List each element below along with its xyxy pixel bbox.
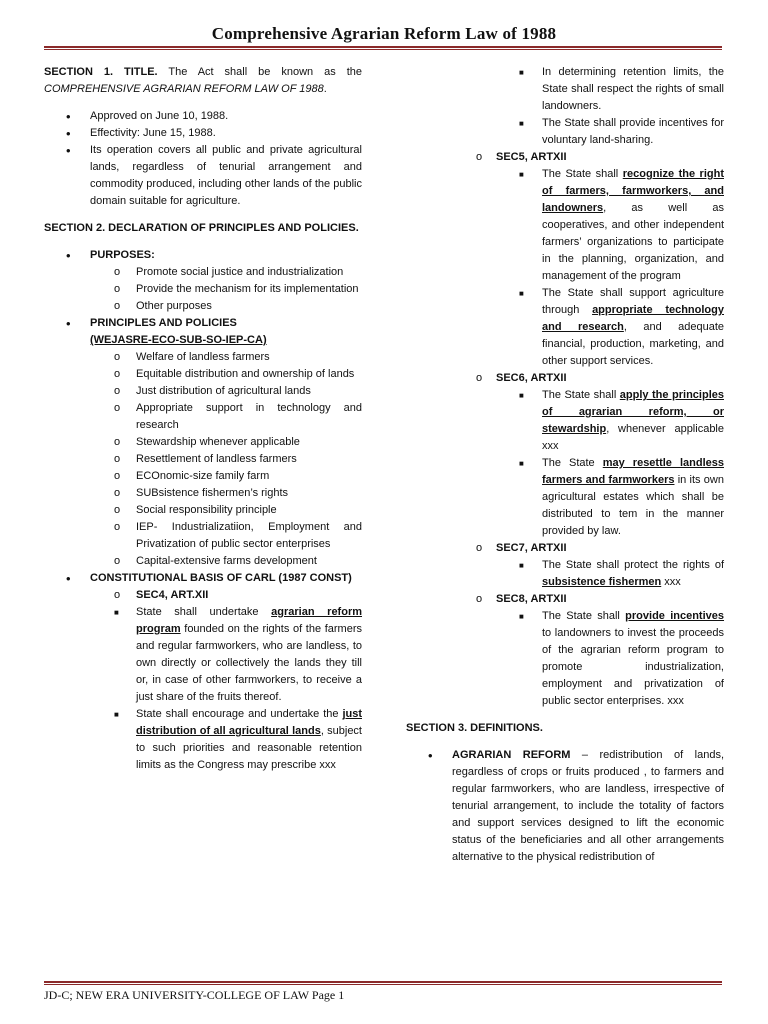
sec8-label: SEC8, ARTXII <box>496 593 567 605</box>
section-1-bullets <box>44 108 362 210</box>
list-item: ■ In determining retention limits, the State shall respect the rights of small landowners. <box>519 66 724 112</box>
principles-list <box>90 349 362 570</box>
list-text: Other purposes <box>136 300 212 312</box>
underlined-text: just distribution of all agricultural lands <box>136 708 362 737</box>
list-item: • Effectivity: June 15, 1988. <box>66 126 216 141</box>
list-text: Capital-extensive farms development <box>136 555 317 567</box>
underlined-text: appropriate technology and research <box>542 304 724 333</box>
section-1-heading: SECTION 1. TITLE. <box>44 66 158 78</box>
bullet-text: Approved on June 10, 1988. <box>90 110 229 122</box>
section-2-heading: SECTION 2. DECLARATION OF PRINCIPLES AND POLICIES. <box>44 222 359 234</box>
list-item: o Welfare of landless farmers <box>114 351 270 363</box>
list-item: • Approved on June 10, 1988. <box>66 109 229 124</box>
section-2-list <box>44 247 362 604</box>
list-item: o Capital-extensive farms development <box>114 555 317 567</box>
list-item: ■ The State shall support agriculture through appropriate technology and research, and adequate financial, production, marketing, and other support services. <box>519 287 725 367</box>
list-text: SUBsistence fishermen’s rights <box>136 487 289 499</box>
agrarian-reform-definition: – redistribution of lands, regardless of crops or fruits produced , to farmers and regular farmworkers, who are landless, irrespective of tenurial arrangement, to include the totality of factors and support services designed to lift the economic status of the beneficiaries and all other arrangements alternative to the physical redistribution of <box>452 749 724 863</box>
list-item: o Resettlement of landless farmers <box>114 453 297 465</box>
list-item: • Its operation covers all public and private agricultural lands, regardless of tenurial arrangement and commodity produced, including other lands of the public domain suitable for agriculture. <box>66 143 362 207</box>
sec4-label: SEC4, ART.XII <box>136 589 209 601</box>
list-item: o Promote social justice and industrialization <box>114 266 344 278</box>
list-item: o Equitable distribution and ownership of lands <box>114 368 355 380</box>
retention-list <box>406 64 724 149</box>
list-text: Resettlement of landless farmers <box>136 453 297 465</box>
list-item: ■ State shall encourage and undertake the just distribution of all agricultural lands, subject to such priorities and reasonable retention limits as the Congress may prescribe xxx <box>114 708 362 771</box>
text: xxx <box>661 576 681 588</box>
text: State shall encourage and undertake the <box>136 708 343 720</box>
bullet-text: Effectivity: June 15, 1988. <box>90 127 216 139</box>
list-text: Appropriate support in technology and research <box>136 402 362 431</box>
list-item: o SEC7, ARTXII <box>476 542 567 554</box>
purposes-list <box>90 264 362 315</box>
underlined-text: subsistence fishermen <box>542 576 662 588</box>
text: to landowners to invest the proceeds of the agrarian reform program to promote industrialization, employment and privatization of public sector enterprises. xxx <box>542 627 724 707</box>
list-item: o Appropriate support in technology and research <box>114 402 362 431</box>
text: The State <box>542 457 603 469</box>
list-item: o SEC5, ARTXII <box>476 151 567 163</box>
page-title: Comprehensive Agrarian Reform Law of 1988 <box>211 24 557 43</box>
list-item: o Provide the mechanism for its implementation <box>114 283 359 295</box>
list-item: o IEP- Industrializatiion, Employment and Privatization of public sector enterprises <box>114 521 362 550</box>
left-column <box>44 64 362 774</box>
text: in its own agricultural estates which shall be distributed to tem in the manner provided by law. <box>542 474 724 537</box>
text: , as well as cooperatives, and other independent farmers’ organizations to participate in the planning, organization, and management of the program <box>542 202 724 282</box>
list-item: o SEC4, ART.XII <box>114 589 209 601</box>
list-item: o SEC6, ARTXII <box>476 372 567 384</box>
underlined-text: provide incentives <box>625 610 725 622</box>
text: , subject to such priorities and reasonable retention limits as the Congress may prescribe xxx <box>136 725 362 771</box>
text: In determining retention limits, the State shall respect the rights of small landowners. <box>542 66 724 112</box>
list-text: IEP- Industrializatiion, Employment and Privatization of public sector enterprises <box>136 521 362 550</box>
list-item: o Stewardship whenever applicable <box>114 436 300 448</box>
list-item: • CONSTITUTIONAL BASIS OF CARL (1987 CONST) o SEC4, ART.XII <box>44 570 362 604</box>
footer-divider <box>44 981 722 985</box>
page-footer: JD-C; NEW ERA UNIVERSITY-COLLEGE OF LAW Page 1 <box>44 988 345 1002</box>
text: The State shall <box>542 168 623 180</box>
text: State shall undertake <box>136 606 272 618</box>
list-text: Social responsibility principle <box>136 504 277 516</box>
list-item: ■ The State shall provide incentives to landowners to invest the proceeds of the agrarian reform program to promote industrialization, employment and privatization of public sector enterprises. xxx <box>519 610 725 707</box>
list-item: ■ The State may resettle landless farmers and farmworkers in its own agricultural estates which shall be distributed to tem in the manner provided by law. <box>519 457 724 537</box>
list-item: ■ State shall undertake agrarian reform program founded on the rights of the farmers and regular farmworkers, who are landless, to own directly or collectively the lands they till or, in case of other farmworkers, to receive a just share of the fruits thereof. <box>114 606 363 703</box>
bullet-text: Its operation covers all public and private agricultural lands, regardless of tenurial arrangement and commodity produced, including other lands of the public domain suitable for agriculture. <box>90 144 362 207</box>
sec6-list <box>406 387 724 540</box>
section-1-act-name: COMPREHENSIVE AGRARIAN REFORM LAW OF 1988 <box>44 83 324 95</box>
list-text: ECOnomic-size family farm <box>136 470 270 482</box>
list-text: Just distribution of agricultural lands <box>136 385 311 397</box>
sec5-list <box>406 166 724 370</box>
list-item: • PURPOSES: o Promote social justice and industrialization o Provide the mechanism for its implementation o Other purposes <box>44 247 362 315</box>
list-text: Equitable distribution and ownership of lands <box>136 368 355 380</box>
list-item: o Other purposes <box>114 300 212 312</box>
right-column <box>406 64 724 866</box>
text: The State shall <box>542 610 626 622</box>
underlined-text: agrarian reform program <box>136 606 363 635</box>
list-item: o ECOnomic-size family farm <box>114 470 270 482</box>
sec7-group <box>406 540 724 557</box>
constitutional-basis-list <box>90 587 362 604</box>
underlined-text: may resettle landless farmers and farmworkers <box>542 457 724 486</box>
sec8-group <box>406 591 724 608</box>
list-item: ■ The State shall recognize the right of farmers, farmworkers, and landowners, as well as cooperatives, and other independent farmers’ organizations to participate in the planning, organization, and management of the program <box>519 168 724 282</box>
principles-mnemonic: (WEJASRE-ECO-SUB-SO-IEP-CA) <box>90 334 267 346</box>
sec4-list <box>44 604 362 774</box>
sec5-group <box>406 149 724 166</box>
list-text: Stewardship whenever applicable <box>136 436 300 448</box>
list-item: o SUBsistence fishermen’s rights <box>114 487 289 499</box>
section-1-text: The Act shall be known as the <box>157 66 362 78</box>
list-item: ■ The State shall provide incentives for voluntary land-sharing. <box>519 117 724 146</box>
constitutional-basis-label: CONSTITUTIONAL BASIS OF CARL (1987 CONST) <box>90 572 352 584</box>
list-text: Welfare of landless farmers <box>136 351 270 363</box>
definitions-list <box>406 747 724 866</box>
list-item: • PRINCIPLES AND POLICIES (WEJASRE-ECO-SUB-SO-IEP-CA) o Welfare of landless farmers o Equitable distribution and ownership of lands o Just distribution of agricultural lands o Appropriate support in technology and research o Stewardship whenever applicable o Resettlement of landless farmers o ECOnomic-size family farm o SUBsistence fishermen’s rights o Social responsibility principle o IEP- Industrializatiion, Employment and Privatization of public sector enterprises o Capital-extensive farms development <box>44 315 362 570</box>
section-1 <box>44 64 362 98</box>
list-item: • AGRARIAN REFORM – redistribution of lands, regardless of crops or fruits produced , to farmers and regular farmworkers, who are landless, irrespective of tenurial arrangement, to include the totality of factors and support services designed to lift the economic status of the beneficiaries and all other arrangements alternative to the physical redistribution of <box>428 748 724 863</box>
text: The State shall support agriculture through <box>542 287 724 316</box>
sec7-list <box>406 557 724 591</box>
agrarian-reform-term: AGRARIAN REFORM <box>452 749 571 761</box>
section-3-heading: SECTION 3. DEFINITIONS. <box>406 722 543 734</box>
list-item: o Social responsibility principle <box>114 504 277 516</box>
underlined-text: recognize the right of farmers, farmworkers, and landowners <box>542 168 724 214</box>
text: The State shall provide incentives for voluntary land-sharing. <box>542 117 724 146</box>
section-1-end: . <box>323 83 327 95</box>
principles-label: PRINCIPLES AND POLICIES <box>90 317 237 329</box>
list-item: o Just distribution of agricultural lands <box>114 385 311 397</box>
text: , whenever applicable xxx <box>542 423 724 452</box>
list-item: o SEC8, ARTXII <box>476 593 567 605</box>
text: The State shall <box>542 389 620 401</box>
text: founded on the rights of the farmers and regular farmworkers, who are landless, to own directly or collectively the lands they till or, in case of other farmworkers, to receive a just share of the fruits thereof. <box>136 623 362 703</box>
sec6-group <box>406 370 724 387</box>
sec7-label: SEC7, ARTXII <box>496 542 567 554</box>
sec6-label: SEC6, ARTXII <box>496 372 567 384</box>
list-item: ■ The State shall protect the rights of subsistence fishermen xxx <box>519 559 724 588</box>
text: , and adequate financial, production, marketing, and other support services. <box>542 321 725 367</box>
list-text: Provide the mechanism for its implementation <box>136 283 359 295</box>
text: The State shall protect the rights of <box>542 559 724 571</box>
underlined-text: apply the principles of agrarian reform, or stewardship <box>542 389 724 435</box>
sec5-label: SEC5, ARTXII <box>496 151 567 163</box>
sec8-list <box>406 608 724 710</box>
list-item: ■ The State shall apply the principles of agrarian reform, or stewardship, whenever applicable xxx <box>519 389 724 452</box>
header-divider <box>44 46 722 50</box>
list-text: Promote social justice and industrialization <box>136 266 344 278</box>
purposes-label: PURPOSES: <box>90 249 155 261</box>
